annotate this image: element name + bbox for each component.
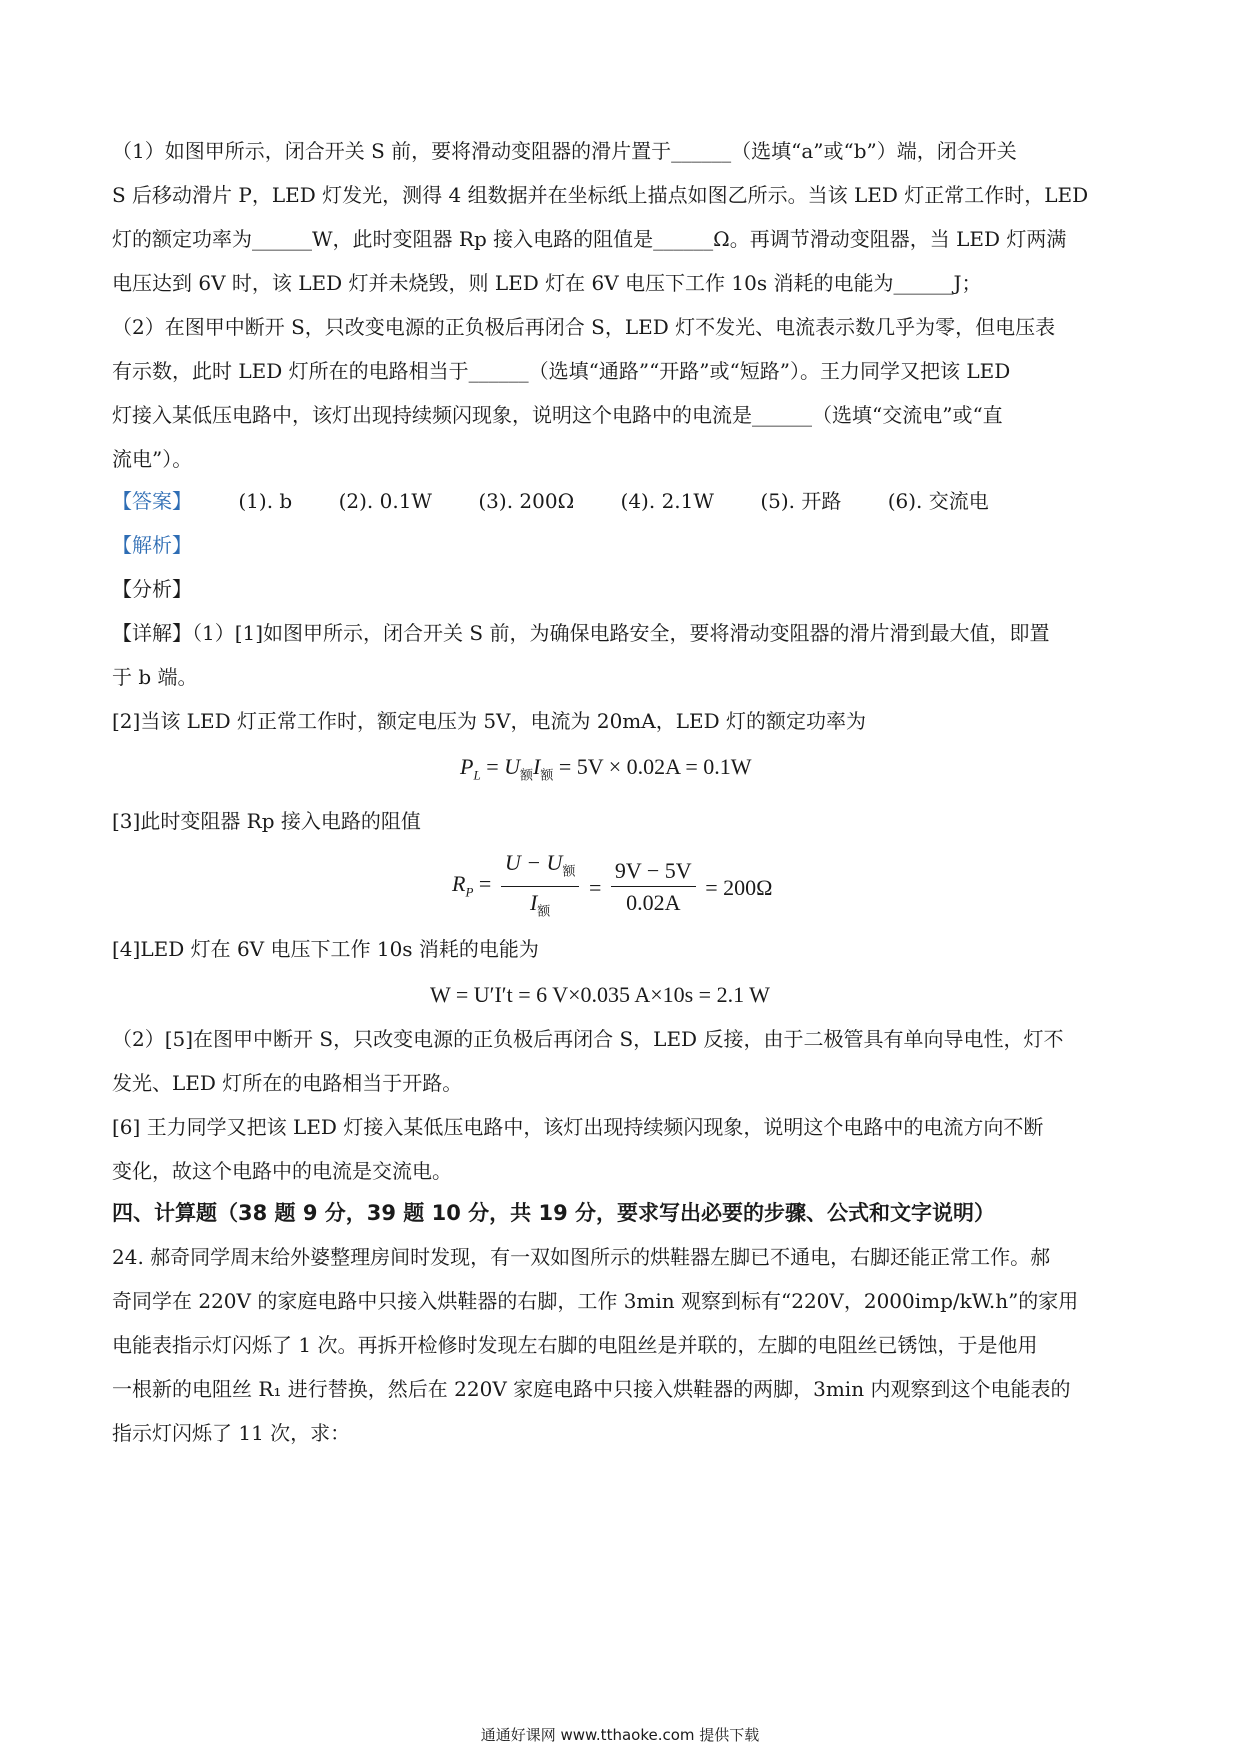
q24-line-5: 指示灯闪烁了 11 次，求： — [112, 1421, 351, 1445]
answer-3: (3). 200Ω — [478, 489, 575, 513]
formula2-den1-sub: 额 — [537, 903, 551, 919]
formula2-num2: 9V − 5V — [611, 856, 696, 887]
formula2-den2: 0.02A — [626, 890, 681, 916]
formula2-result: = 200Ω — [705, 874, 773, 900]
q23-part1-line-3: 灯的额定功率为______W，此时变阻器 Rp 接入电路的阻值是______Ω。再调节滑动变阻器，当 LED 灯两满 — [112, 227, 1067, 251]
step4-text: [4]LED 灯在 6V 电压下工作 10s 消耗的电能为 — [112, 937, 539, 961]
answer-row — [112, 486, 1132, 516]
detail-line-2: 于 b 端。 — [112, 665, 198, 689]
fenxi-label: 【分析】 — [112, 577, 192, 601]
answer-5: (5). 开路 — [760, 489, 842, 513]
q23-part2-line-3: 灯接入某低压电路中，该灯出现持续频闪现象，说明这个电路中的电流是______（选填“交流电”或“直 — [112, 403, 1003, 427]
q23-part1-line-2: S 后移动滑片 P，LED 灯发光，测得 4 组数据并在坐标纸上描点如图乙所示。当该 LED 灯正常工作时，LED — [112, 183, 1089, 207]
answer-2: (2). 0.1W — [338, 489, 432, 513]
detail-line-1: 【详解】（1）[1]如图甲所示，闭合开关 S 前，为确保电路安全，要将滑动变阻器的滑片滑到最大值，即置 — [112, 621, 1050, 645]
answer-label: 【答案】 — [112, 489, 192, 513]
section4-heading: 四、计算题（38 题 9 分，39 题 10 分，共 19 分，要求写出必要的步骤、公式和文字说明） — [112, 1201, 995, 1225]
step6-line-1: [6] 王力同学又把该 LED 灯接入某低压电路中，该灯出现持续频闪现象，说明这个电路中的电流方向不断 — [112, 1115, 1044, 1139]
answer-1: (1). b — [238, 489, 293, 513]
detail-line-3: [2]当该 LED 灯正常工作时，额定电压为 5V，电流为 20mA，LED 灯的额定功率为 — [112, 709, 866, 733]
step6-line-2: 变化，故这个电路中的电流是交流电。 — [112, 1159, 452, 1183]
fraction-1 — [501, 848, 580, 928]
formula2-lhs: R — [452, 870, 466, 896]
formula2-num1-sub: 额 — [562, 863, 576, 879]
q24-line-3: 电能表指示灯闪烁了 1 次。再拆开检修时发现左右脚的电阻丝是并联的，左脚的电阻丝已锈蚀，于是他用 — [112, 1333, 1038, 1357]
answer-6: (6). 交流电 — [887, 489, 989, 513]
q24-line-2: 奇同学在 220V 的家庭电路中只接入烘鞋器的右脚，工作 3min 观察到标有“220V，2000imp/kW.h”的家用 — [112, 1289, 1079, 1313]
step5-line-2: 发光、LED 灯所在的电路相当于开路。 — [112, 1071, 463, 1095]
formula2-lhs-sub: P — [465, 884, 474, 900]
footer-text[interactable]: 通通好课网 www.tthaoke.com 提供下载 — [480, 1726, 760, 1744]
q23-part1-line-1: （1）如图甲所示，闭合开关 S 前，要将滑动变阻器的滑片置于______（选填“a”或“b”）端，闭合开关 — [112, 139, 1017, 163]
step3-text: [3]此时变阻器 Rp 接入电路的阻值 — [112, 809, 421, 833]
formula2-den1: I — [529, 890, 538, 916]
formula2-num1: U − U — [504, 850, 563, 875]
formula-energy: W = U′I′t = 6 V×0.035 A×10s = 2.1 W — [430, 982, 770, 1007]
q23-part2-line-1: （2）在图甲中断开 S，只改变电源的正负极后再闭合 S，LED 灯不发光、电流表示数几乎为零，但电压表 — [112, 315, 1056, 339]
formula-resistance: $R_P$ = $\frac{U - U_额}{I_额}$ = $\frac{9V - 5V}{0.02A}$ = 200Ω — [452, 848, 772, 928]
q24-line-4: 一根新的电阻丝 R₁ 进行替换，然后在 220V 家庭电路中只接入烘鞋器的两脚，3min 内观察到这个电能表的 — [112, 1377, 1071, 1401]
fraction-2 — [611, 856, 696, 919]
analysis-label: 【解析】 — [112, 533, 192, 557]
q24-line-1: 24. 郝奇同学周末给外婆整理房间时发现，有一双如图所示的烘鞋器左脚已不通电，右脚还能正常工作。郝 — [112, 1245, 1051, 1269]
q23-part2-line-4: 流电”）。 — [112, 447, 193, 471]
step5-line-1: （2）[5]在图甲中断开 S，只改变电源的正负极后再闭合 S，LED 反接，由于二极管具有单向导电性，灯不 — [112, 1027, 1064, 1051]
q23-part2-line-2: 有示数，此时 LED 灯所在的电路相当于______（选填“通路”“开路”或“短路”）。王力同学又把该 LED — [112, 359, 1011, 383]
q23-part1-line-4: 电压达到 6V 时，该 LED 灯并未烧毁，则 LED 灯在 6V 电压下工作 10s 消耗的电能为______J； — [112, 271, 982, 295]
formula-power: $P_L = U_额I_额 = 5V \times 0.02A = 0.1W$ — [460, 754, 752, 783]
answer-4: (4). 2.1W — [620, 489, 714, 513]
